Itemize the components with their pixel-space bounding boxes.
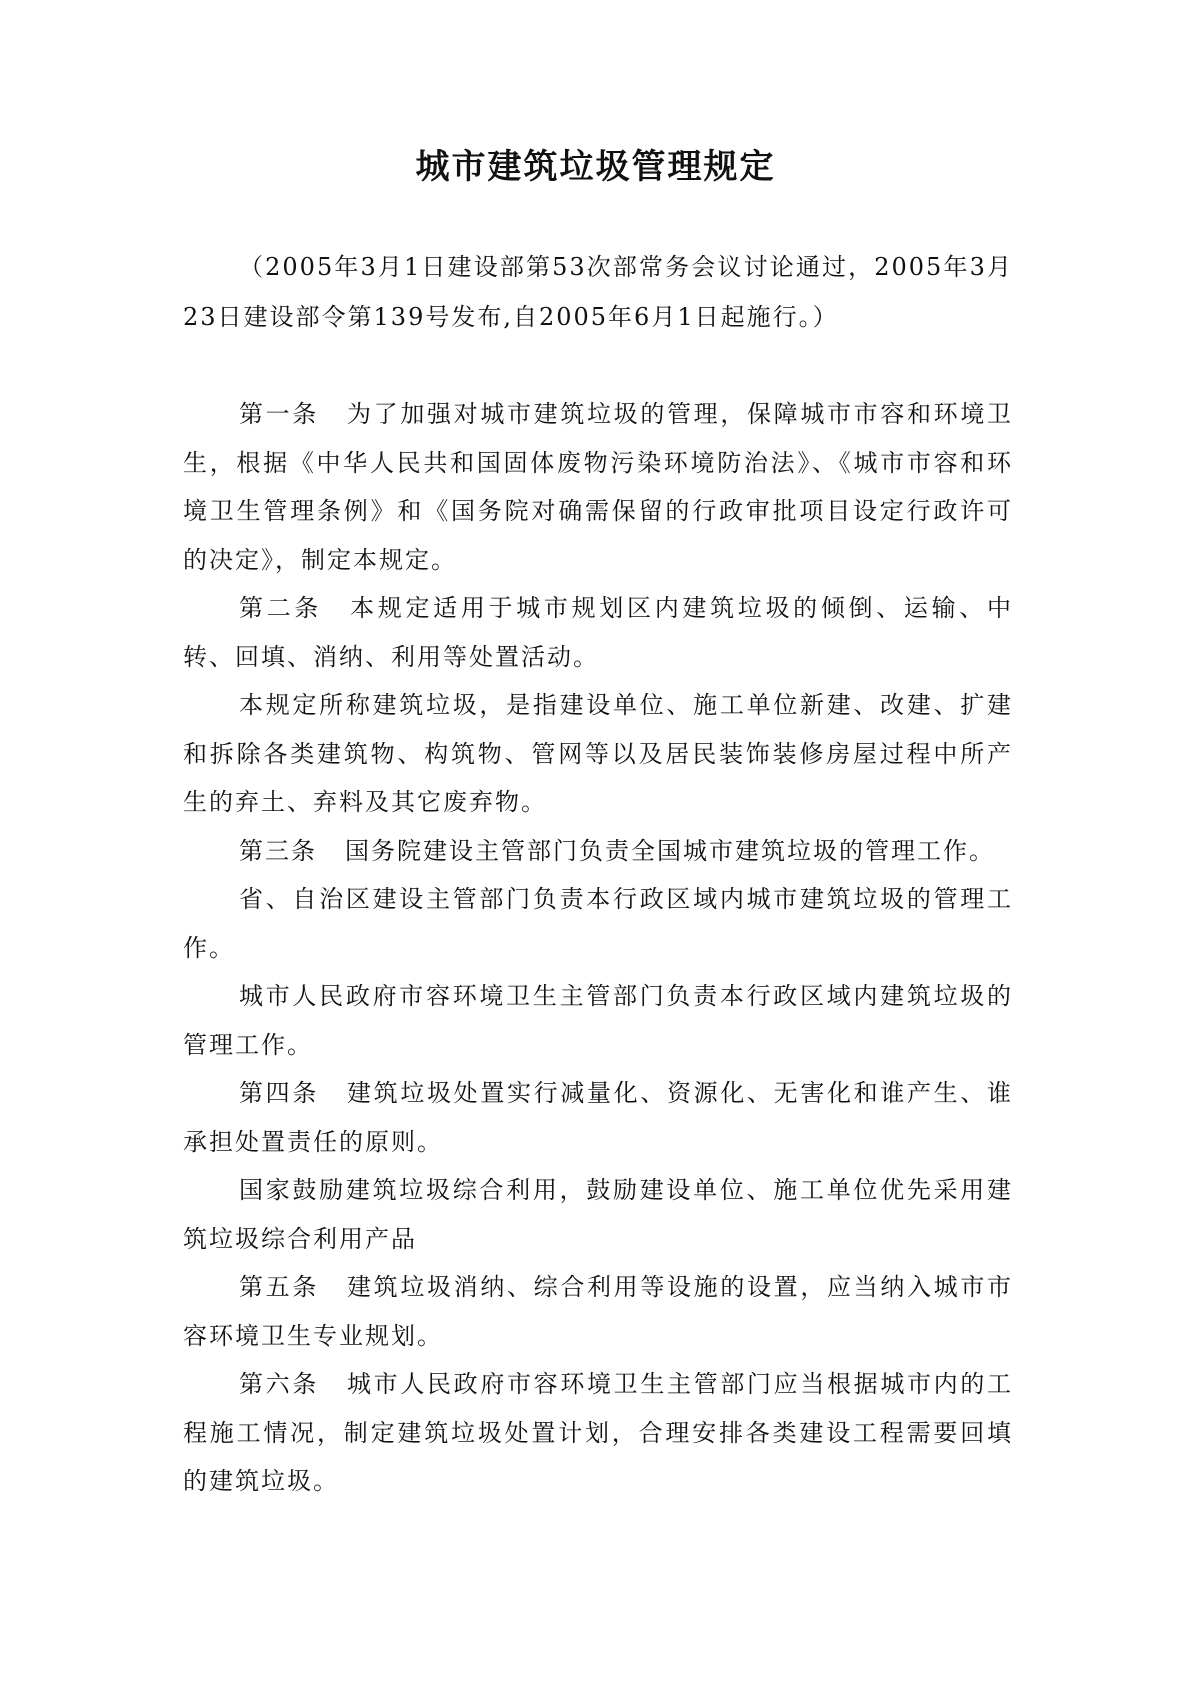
article-3-provincial-paragraph — [183, 875, 1013, 972]
article-number: 第二条 — [239, 594, 323, 622]
article-2-definition-paragraph — [183, 681, 1013, 827]
article-number: 第六条 — [239, 1370, 319, 1398]
paragraph-text: 国家鼓励建筑垃圾综合利用，鼓励建设单位、施工单位优先采用建筑垃圾综合利用产品 — [183, 1176, 1013, 1253]
paragraph-text: 本规定适用于城市规划区内建筑垃圾的倾倒、运输、中转、回填、消纳、利用等处置活动。 — [183, 594, 1013, 671]
article-number: 第四条 — [239, 1079, 319, 1107]
article-number: 第三条 — [239, 836, 317, 865]
paragraph-text: 城市人民政府市容环境卫生主管部门负责本行政区域内建筑垃圾的管理工作。 — [183, 982, 1013, 1059]
article-3-paragraph — [183, 827, 1013, 876]
paragraph-text: 国务院建设主管部门负责全国城市建筑垃圾的管理工作。 — [345, 836, 995, 865]
paragraph-text: 省、自治区建设主管部门负责本行政区域内城市建筑垃圾的管理工作。 — [183, 885, 1013, 962]
document-preamble: （2005年3月1日建设部第53次部常务会议讨论通过，2005年3月23日建设部令第139号发布,自2005年6月1日起施行。） — [183, 253, 1013, 331]
paragraph-text: 城市人民政府市容环境卫生主管部门应当根据城市内的工程施工情况，制定建筑垃圾处置计划，合理安排各类建设工程需要回填的建筑垃圾。 — [183, 1370, 1013, 1495]
document-body — [183, 390, 1013, 1506]
article-6-paragraph — [183, 1360, 1013, 1506]
article-3-city-paragraph — [183, 972, 1013, 1069]
article-1-paragraph — [183, 390, 1013, 584]
paragraph-text: 建筑垃圾处置实行减量化、资源化、无害化和谁产生、谁承担处置责任的原则。 — [183, 1079, 1013, 1156]
article-2-paragraph — [183, 584, 1013, 681]
paragraph-text: 为了加强对城市建筑垃圾的管理，保障城市市容和环境卫生，根据《中华人民共和国固体废物污染环境防治法》、《城市市容和环境卫生管理条例》和《国务院对确需保留的行政审批项目设定行政许可的决定》，制定本规定。 — [183, 400, 1013, 574]
article-number: 第五条 — [239, 1273, 319, 1301]
article-number: 第一条 — [239, 400, 319, 428]
article-5-paragraph — [183, 1263, 1013, 1360]
paragraph-text: 本规定所称建筑垃圾，是指建设单位、施工单位新建、改建、扩建和拆除各类建筑物、构筑物、管网等以及居民装饰装修房屋过程中所产生的弃土、弃料及其它废弃物。 — [183, 691, 1013, 816]
article-4-paragraph — [183, 1069, 1013, 1166]
article-4-encouragement-paragraph — [183, 1166, 1013, 1263]
document-title: 城市建筑垃圾管理规定 — [415, 147, 776, 187]
paragraph-text: 建筑垃圾消纳、综合利用等设施的设置，应当纳入城市市容环境卫生专业规划。 — [183, 1273, 1013, 1350]
